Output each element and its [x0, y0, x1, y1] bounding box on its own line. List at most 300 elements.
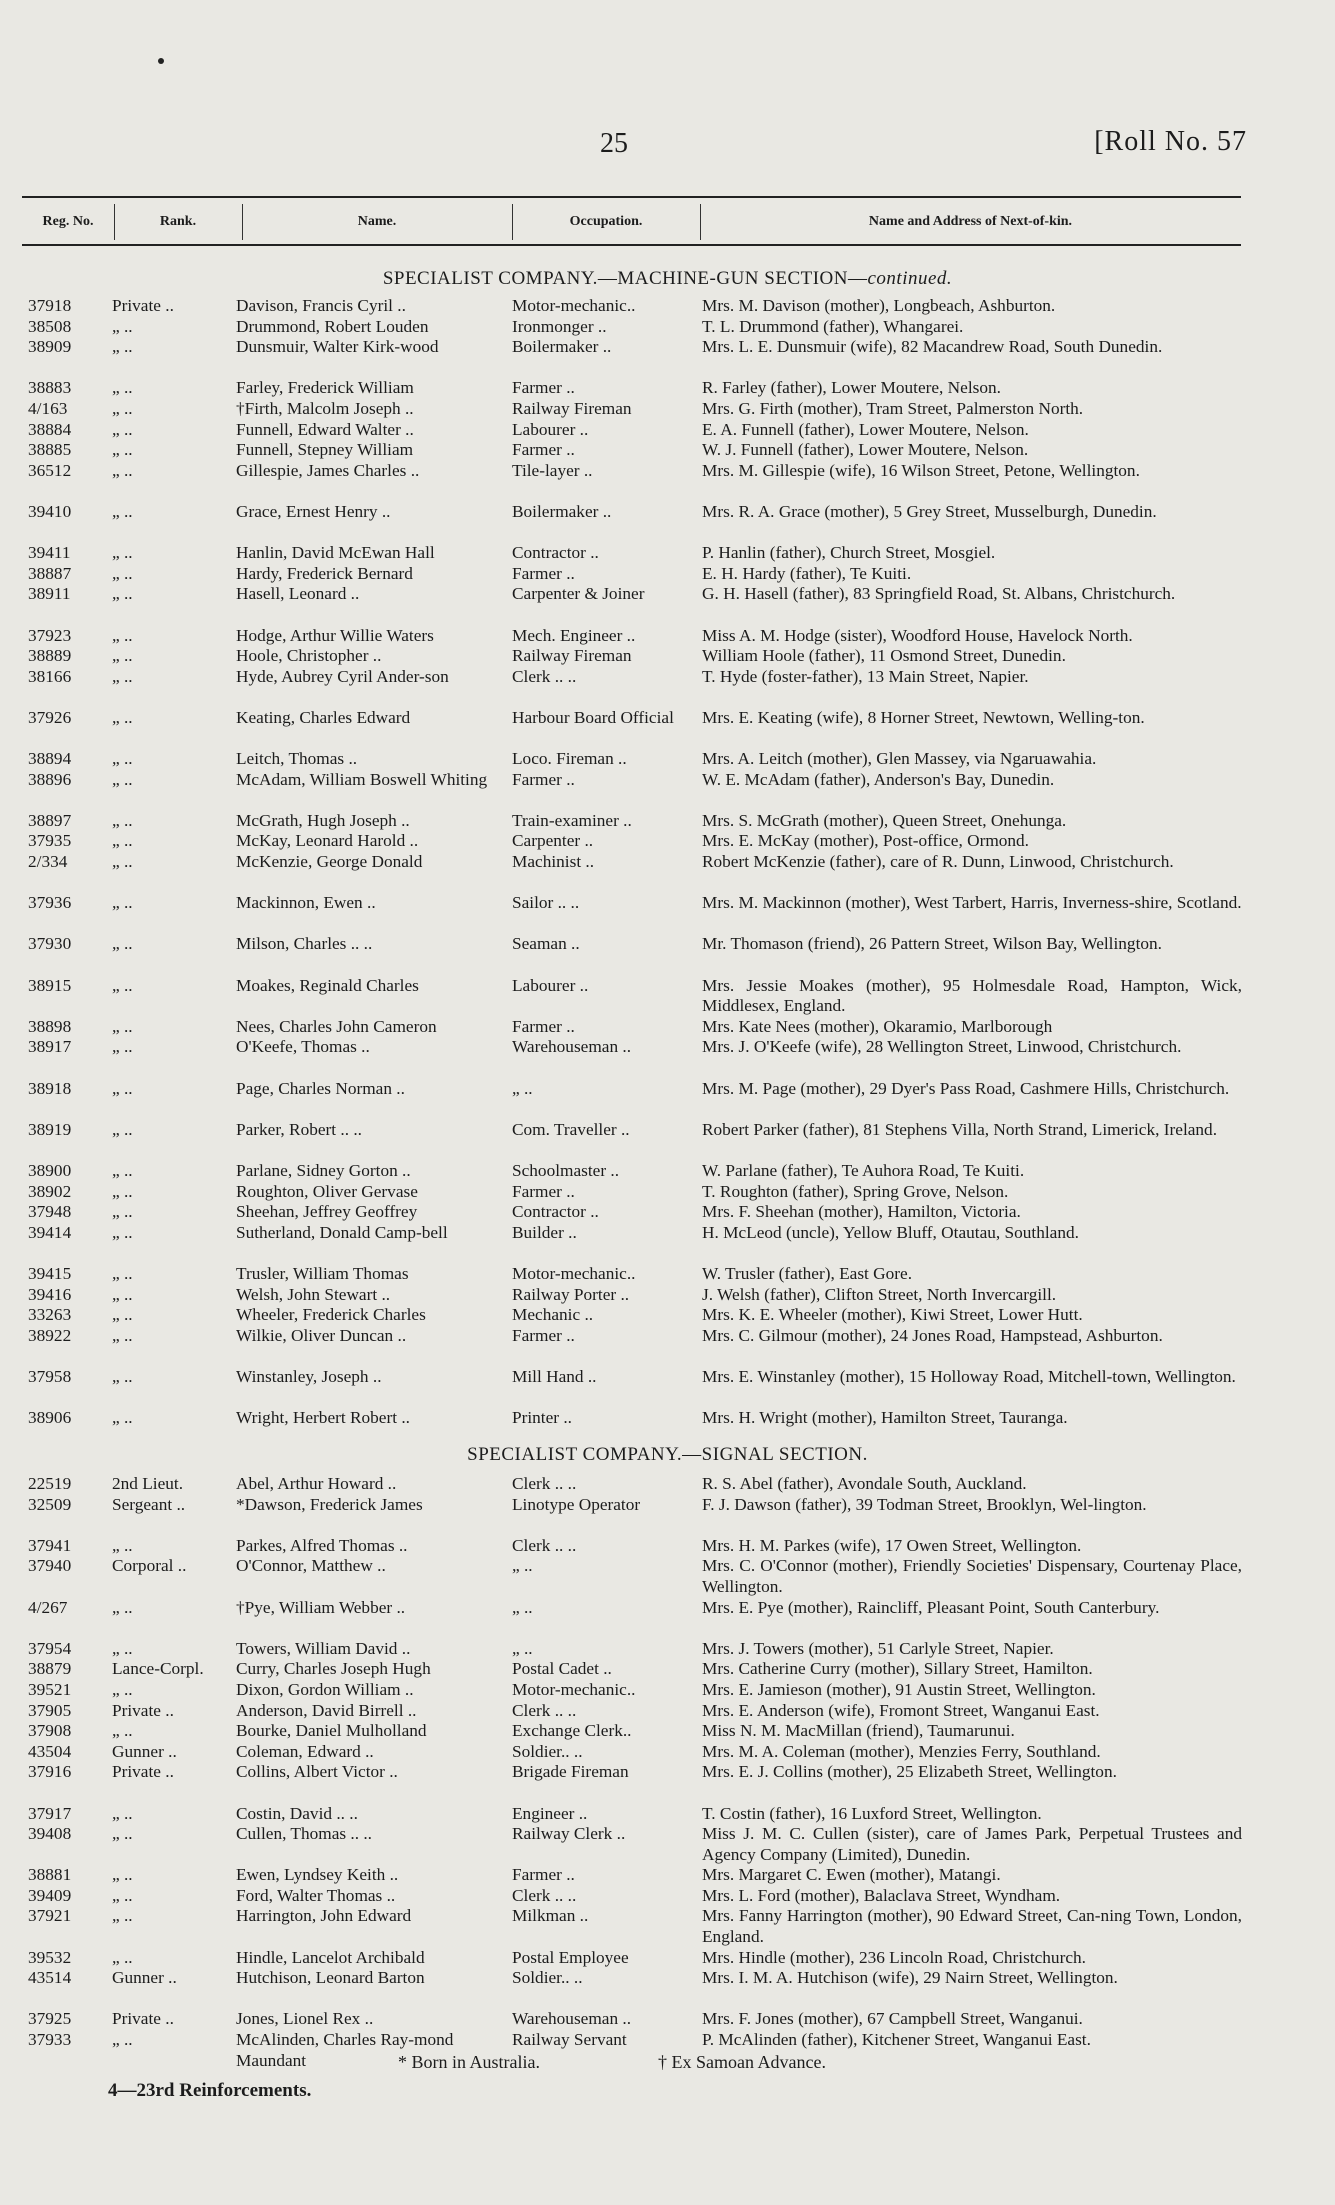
- rank: „ ..: [112, 1366, 133, 1386]
- rank: „ ..: [112, 1885, 133, 1905]
- next-of-kin: E. A. Funnell (father), Lower Moutere, Nelson.: [702, 419, 1029, 439]
- rank: Sergeant ..: [112, 1494, 186, 1514]
- roll-entry: [0, 1804, 1335, 1825]
- reg-number: 39415: [28, 1263, 72, 1283]
- roll-entry: [0, 1202, 1335, 1223]
- rank: „ ..: [112, 1284, 133, 1304]
- occupation: Schoolmaster ..: [512, 1160, 620, 1180]
- rank: „ ..: [112, 1305, 133, 1325]
- rank: „ ..: [112, 1325, 133, 1345]
- occupation: Railway Fireman: [512, 646, 632, 666]
- occupation: Railway Clerk ..: [512, 1824, 626, 1844]
- roll-entry: [0, 770, 1335, 811]
- next-of-kin: Mrs. K. E. Wheeler (mother), Kiwi Street, Lower Hutt.: [702, 1305, 1083, 1325]
- occupation: Motor-mechanic..: [512, 1263, 636, 1283]
- next-of-kin: Mrs. E. J. Collins (mother), 25 Elizabeth Street, Wellington.: [702, 1762, 1117, 1782]
- occupation: Warehouseman ..: [512, 1037, 632, 1057]
- rank: „ ..: [112, 584, 133, 604]
- reg-number: 43514: [28, 1968, 72, 1988]
- reg-number: 33263: [28, 1305, 72, 1325]
- occupation: Sailor .. ..: [512, 893, 580, 913]
- rank: „ ..: [112, 1638, 133, 1658]
- reg-number: 38885: [28, 440, 72, 460]
- occupation: Postal Cadet ..: [512, 1659, 612, 1679]
- occupation: Seaman ..: [512, 934, 580, 954]
- occupation: Milkman ..: [512, 1906, 589, 1926]
- occupation: Farmer ..: [512, 1325, 575, 1345]
- reg-number: 37916: [28, 1762, 72, 1782]
- roll-entry: [0, 440, 1335, 461]
- rank: „ ..: [112, 1947, 133, 1967]
- reg-number: 2/334: [28, 852, 68, 872]
- reg-number: 39414: [28, 1222, 72, 1242]
- rank: „ ..: [112, 749, 133, 769]
- occupation: Engineer ..: [512, 1803, 588, 1823]
- soldier-name: Page, Charles Norman ..: [236, 1078, 405, 1098]
- roll-entry: [0, 1079, 1335, 1120]
- roll-entry: [0, 1701, 1335, 1722]
- occupation: „ ..: [512, 1556, 533, 1576]
- occupation: Carpenter ..: [512, 831, 594, 851]
- next-of-kin: Mrs. Fanny Harrington (mother), 90 Edward Street, Can-ning Town, London, England.: [702, 1906, 1242, 1947]
- next-of-kin: R. S. Abel (father), Avondale South, Auckland.: [702, 1474, 1027, 1493]
- next-of-kin: E. H. Hardy (father), Te Kuiti.: [702, 563, 912, 583]
- next-of-kin: R. Farley (father), Lower Moutere, Nelson.: [702, 378, 1001, 398]
- occupation: Farmer ..: [512, 1181, 575, 1201]
- roll-entry: [0, 976, 1335, 1017]
- reg-number: 37948: [28, 1202, 72, 1222]
- occupation: Clerk .. ..: [512, 1700, 577, 1720]
- soldier-name: Welsh, John Stewart ..: [236, 1284, 391, 1304]
- machine-gun-roll: [0, 296, 1335, 1429]
- next-of-kin: T. L. Drummond (father), Whangarei.: [702, 316, 964, 336]
- occupation: Carpenter & Joiner: [512, 584, 645, 604]
- occupation: Ironmonger ..: [512, 316, 607, 336]
- soldier-name: Bourke, Daniel Mulholland: [236, 1721, 427, 1741]
- next-of-kin: F. J. Dawson (father), 39 Todman Street, Brooklyn, Wel-lington.: [702, 1494, 1147, 1514]
- reg-number: 38879: [28, 1659, 72, 1679]
- rank: Private ..: [112, 1762, 174, 1782]
- roll-entry: [0, 1285, 1335, 1306]
- next-of-kin: Mrs. M. Davison (mother), Longbeach, Ashburton.: [702, 296, 1056, 315]
- reg-number: 38919: [28, 1119, 72, 1139]
- next-of-kin: Mrs. G. Firth (mother), Tram Street, Palmerston North.: [702, 398, 1084, 418]
- soldier-name: Hasell, Leonard ..: [236, 584, 360, 604]
- reg-number: 37941: [28, 1535, 72, 1555]
- section-title-machine-gun: [0, 268, 1335, 290]
- reg-number: 38884: [28, 419, 72, 439]
- occupation: Exchange Clerk..: [512, 1721, 632, 1741]
- next-of-kin: Mrs. R. A. Grace (mother), 5 Grey Street, Musselburgh, Dunedin.: [702, 501, 1157, 521]
- occupation: Clerk .. ..: [512, 1474, 577, 1493]
- roll-entry: [0, 646, 1335, 667]
- occupation: Linotype Operator: [512, 1494, 641, 1514]
- soldier-name: Moakes, Reginald Charles: [236, 975, 419, 995]
- soldier-name: Ford, Walter Thomas ..: [236, 1885, 396, 1905]
- soldier-name: Sheehan, Jeffrey Geoffrey: [236, 1202, 418, 1222]
- rank: „ ..: [112, 707, 133, 727]
- rank: „ ..: [112, 1679, 133, 1699]
- reg-number: 4/163: [28, 398, 68, 418]
- rank: 2nd Lieut.: [112, 1474, 184, 1493]
- soldier-name: O'Connor, Matthew ..: [236, 1556, 386, 1576]
- rank: Gunner ..: [112, 1741, 177, 1761]
- rank: „ ..: [112, 440, 133, 460]
- occupation: Farmer ..: [512, 1865, 575, 1885]
- occupation: Postal Employee: [512, 1947, 629, 1967]
- occupation: Farmer ..: [512, 378, 575, 398]
- rank: „ ..: [112, 1906, 133, 1926]
- next-of-kin: Mr. Thomason (friend), 26 Pattern Street, Wilson Bay, Wellington.: [702, 934, 1162, 954]
- roll-entry: [0, 1721, 1335, 1742]
- soldier-name: Cullen, Thomas .. ..: [236, 1824, 373, 1844]
- next-of-kin: Miss N. M. MacMillan (friend), Taumarunui.: [702, 1721, 1015, 1741]
- next-of-kin: Mrs. F. Sheehan (mother), Hamilton, Victoria.: [702, 1202, 1021, 1222]
- reg-number: 4/267: [28, 1597, 68, 1617]
- next-of-kin: Mrs. M. Page (mother), 29 Dyer's Pass Road, Cashmere Hills, Christchurch.: [702, 1078, 1230, 1098]
- soldier-name: Hodge, Arthur Willie Waters: [236, 625, 434, 645]
- soldier-name: McAlinden, Charles Ray-mond Maundant: [236, 2030, 454, 2070]
- reg-number: 38915: [28, 975, 72, 995]
- occupation: Soldier.. ..: [512, 1741, 583, 1761]
- rank: „ ..: [112, 543, 133, 563]
- next-of-kin: Robert Parker (father), 81 Stephens Villa, North Strand, Limerick, Ireland.: [702, 1119, 1218, 1139]
- reg-number: 37908: [28, 1721, 72, 1741]
- next-of-kin: Mrs. H. M. Parkes (wife), 17 Owen Street, Wellington.: [702, 1535, 1082, 1555]
- reg-number: 37936: [28, 893, 72, 913]
- rank: „ ..: [112, 1078, 133, 1098]
- col-header-name: Name.: [242, 204, 513, 240]
- section-title-continued: continued.: [867, 268, 953, 289]
- occupation: Mechanic ..: [512, 1305, 594, 1325]
- occupation: Railway Porter ..: [512, 1284, 630, 1304]
- next-of-kin: T. Roughton (father), Spring Grove, Nelson.: [702, 1181, 1009, 1201]
- occupation: Labourer ..: [512, 975, 589, 995]
- reg-number: 39409: [28, 1885, 72, 1905]
- soldier-name: Costin, David .. ..: [236, 1803, 358, 1823]
- reg-number: 37925: [28, 2009, 72, 2029]
- soldier-name: †Pye, William Webber ..: [236, 1597, 406, 1617]
- soldier-name: Hoole, Christopher ..: [236, 646, 382, 666]
- next-of-kin: Robert McKenzie (father), care of R. Dunn, Linwood, Christchurch.: [702, 852, 1174, 872]
- col-header-reg: Reg. No.: [22, 204, 115, 240]
- reg-number: 38918: [28, 1078, 72, 1098]
- roll-entry: [0, 708, 1335, 749]
- roll-entry: [0, 1824, 1335, 1865]
- soldier-name: Grace, Ernest Henry ..: [236, 501, 391, 521]
- rank: „ ..: [112, 1037, 133, 1057]
- next-of-kin: Mrs. M. Gillespie (wife), 16 Wilson Street, Petone, Wellington.: [702, 460, 1140, 480]
- next-of-kin: Mrs. M. Mackinnon (mother), West Tarbert, Harris, Inverness-shire, Scotland.: [702, 893, 1242, 913]
- soldier-name: Wheeler, Frederick Charles: [236, 1305, 426, 1325]
- occupation: Railway Servant: [512, 2030, 627, 2050]
- occupation: Printer ..: [512, 1408, 572, 1428]
- reg-number: 39521: [28, 1679, 72, 1699]
- soldier-name: *Dawson, Frederick James: [236, 1494, 423, 1514]
- soldier-name: O'Keefe, Thomas ..: [236, 1037, 370, 1057]
- soldier-name: Funnell, Stepney William: [236, 440, 414, 460]
- soldier-name: Sutherland, Donald Camp-bell: [236, 1222, 448, 1242]
- rank: „ ..: [112, 934, 133, 954]
- section-title-signal: SPECIALIST COMPANY.—SIGNAL SECTION.: [467, 1444, 868, 1465]
- next-of-kin: W. J. Funnell (father), Lower Moutere, Nelson.: [702, 440, 1029, 460]
- next-of-kin: W. Parlane (father), Te Auhora Road, Te Kuiti.: [702, 1160, 1025, 1180]
- roll-entry: [0, 1680, 1335, 1701]
- soldier-name: Jones, Lionel Rex ..: [236, 2009, 374, 2029]
- reg-number: 39416: [28, 1284, 72, 1304]
- next-of-kin: T. Hyde (foster-father), 13 Main Street, Napier.: [702, 666, 1029, 686]
- next-of-kin: Mrs. F. Jones (mother), 67 Campbell Street, Wanganui.: [702, 2009, 1083, 2029]
- roll-entry: [0, 1536, 1335, 1557]
- occupation: Motor-mechanic..: [512, 296, 636, 315]
- next-of-kin: Mrs. I. M. A. Hutchison (wife), 29 Nairn Street, Wellington.: [702, 1968, 1118, 1988]
- roll-entry: [0, 852, 1335, 893]
- rank: Corporal ..: [112, 1556, 187, 1576]
- reg-number: 38898: [28, 1016, 72, 1036]
- header-bottom-rule: [22, 244, 1241, 246]
- occupation: Loco. Fireman ..: [512, 749, 627, 769]
- signal-roll: [0, 1474, 1335, 2071]
- rank: „ ..: [112, 1865, 133, 1885]
- reg-number: 36512: [28, 460, 72, 480]
- rank: „ ..: [112, 337, 133, 357]
- next-of-kin: Mrs. L. Ford (mother), Balaclava Street, Wyndham.: [702, 1885, 1061, 1905]
- rank: „ ..: [112, 666, 133, 686]
- occupation: Brigade Fireman: [512, 1762, 629, 1782]
- reg-number: 37933: [28, 2030, 72, 2050]
- roll-entry: [0, 1120, 1335, 1161]
- soldier-name: Anderson, David Birrell ..: [236, 1700, 417, 1720]
- rank: „ ..: [112, 316, 133, 336]
- roll-entry: [0, 1762, 1335, 1803]
- soldier-name: Harrington, John Edward: [236, 1906, 412, 1926]
- rank: „ ..: [112, 1597, 133, 1617]
- roll-entry: [0, 1264, 1335, 1285]
- reg-number: 38881: [28, 1865, 72, 1885]
- rank: „ ..: [112, 1016, 133, 1036]
- occupation: Boilermaker ..: [512, 501, 612, 521]
- soldier-name: Hanlin, David McEwan Hall: [236, 543, 435, 563]
- next-of-kin: T. Costin (father), 16 Luxford Street, Wellington.: [702, 1803, 1042, 1823]
- soldier-name: Davison, Francis Cyril ..: [236, 296, 406, 315]
- ink-dot: [158, 58, 164, 64]
- roll-entry: [0, 1742, 1335, 1763]
- rank: „ ..: [112, 646, 133, 666]
- rank: „ ..: [112, 1824, 133, 1844]
- soldier-name: Abel, Arthur Howard ..: [236, 1474, 397, 1493]
- rank: „ ..: [112, 378, 133, 398]
- next-of-kin: Mrs. Catherine Curry (mother), Sillary Street, Hamilton.: [702, 1659, 1093, 1679]
- occupation: Contractor ..: [512, 543, 599, 563]
- soldier-name: Hindle, Lancelot Archibald: [236, 1947, 425, 1967]
- col-header-rank: Rank.: [114, 204, 243, 240]
- roll-entry: [0, 378, 1335, 399]
- rank: „ ..: [112, 810, 133, 830]
- roll-entry: [0, 543, 1335, 564]
- reg-number: 38909: [28, 337, 72, 357]
- roll-entry: [0, 1886, 1335, 1907]
- occupation: Soldier.. ..: [512, 1968, 583, 1988]
- soldier-name: Wright, Herbert Robert ..: [236, 1408, 410, 1428]
- reg-number: 37958: [28, 1366, 72, 1386]
- rank: Lance-Corpl.: [112, 1659, 204, 1679]
- rank: „ ..: [112, 1119, 133, 1139]
- next-of-kin: Mrs. E. Pye (mother), Raincliff, Pleasant Point, South Canterbury.: [702, 1597, 1160, 1617]
- soldier-name: McGrath, Hugh Joseph ..: [236, 810, 410, 830]
- next-of-kin: Mrs. J. O'Keefe (wife), 28 Wellington Street, Linwood, Christchurch.: [702, 1037, 1182, 1057]
- next-of-kin: Mrs. S. McGrath (mother), Queen Street, Onehunga.: [702, 810, 1067, 830]
- soldier-name: Keating, Charles Edward: [236, 707, 411, 727]
- reg-number: 37918: [28, 296, 72, 315]
- reg-number: 37923: [28, 625, 72, 645]
- reg-number: 38897: [28, 810, 72, 830]
- rank: Private ..: [112, 296, 174, 315]
- occupation: Mech. Engineer ..: [512, 625, 636, 645]
- next-of-kin: Mrs. Kate Nees (mother), Okaramio, Marlborough: [702, 1016, 1053, 1036]
- col-header-kin: Name and Address of Next-of-kin.: [868, 214, 1073, 229]
- reg-number: 37940: [28, 1556, 72, 1576]
- occupation: Farmer ..: [512, 769, 575, 789]
- next-of-kin: Mrs. Hindle (mother), 236 Lincoln Road, Christchurch.: [702, 1947, 1086, 1967]
- reg-number: 32509: [28, 1494, 72, 1514]
- reg-number: 37954: [28, 1638, 72, 1658]
- next-of-kin: Mrs. E. Jamieson (mother), 91 Austin Street, Wellington.: [702, 1679, 1096, 1699]
- roll-entry: [0, 1182, 1335, 1203]
- roll-entry: [0, 831, 1335, 852]
- reg-number: 38911: [28, 584, 71, 604]
- next-of-kin: W. Trusler (father), East Gore.: [702, 1263, 913, 1283]
- rank: „ ..: [112, 1222, 133, 1242]
- reg-number: 37917: [28, 1803, 72, 1823]
- soldier-name: Hutchison, Leonard Barton: [236, 1968, 425, 1988]
- next-of-kin: Mrs. H. Wright (mother), Hamilton Street, Tauranga.: [702, 1408, 1068, 1428]
- reg-number: 38887: [28, 563, 72, 583]
- rank: „ ..: [112, 893, 133, 913]
- occupation: Farmer ..: [512, 563, 575, 583]
- next-of-kin: Mrs. A. Leitch (mother), Glen Massey, via Ngaruawahia.: [702, 749, 1097, 769]
- next-of-kin: J. Welsh (father), Clifton Street, North Invercargill.: [702, 1284, 1057, 1304]
- next-of-kin: P. Hanlin (father), Church Street, Mosgiel.: [702, 543, 996, 563]
- next-of-kin: William Hoole (father), 11 Osmond Street, Dunedin.: [702, 646, 1066, 666]
- roll-entry: [0, 1037, 1335, 1078]
- soldier-name: Farley, Frederick William: [236, 378, 414, 398]
- roll-entry: [0, 337, 1335, 378]
- reg-number: 38902: [28, 1181, 72, 1201]
- reg-number: 39411: [28, 543, 71, 563]
- roll-entry: [0, 1598, 1335, 1639]
- reg-number: 39408: [28, 1824, 72, 1844]
- roll-entry: [0, 564, 1335, 585]
- roll-entry: [0, 1639, 1335, 1660]
- occupation: Labourer ..: [512, 419, 589, 439]
- next-of-kin: Miss A. M. Hodge (sister), Woodford House, Havelock North.: [702, 625, 1133, 645]
- occupation: „ ..: [512, 1638, 533, 1658]
- soldier-name: Winstanley, Joseph ..: [236, 1366, 382, 1386]
- roll-entry: [0, 1408, 1335, 1429]
- roll-entry: [0, 1161, 1335, 1182]
- roll-entry: [0, 934, 1335, 975]
- reg-number: 43504: [28, 1741, 72, 1761]
- occupation: Mill Hand ..: [512, 1366, 597, 1386]
- soldier-name: Drummond, Robert Louden: [236, 316, 429, 336]
- footnote-born-australia: * Born in Australia.: [398, 2052, 540, 2072]
- rank: „ ..: [112, 1181, 133, 1201]
- next-of-kin: Mrs. Margaret C. Ewen (mother), Matangi.: [702, 1865, 1001, 1885]
- next-of-kin: Mrs. E. McKay (mother), Post-office, Ormond.: [702, 831, 1030, 851]
- soldier-name: Towers, William David ..: [236, 1638, 411, 1658]
- soldier-name: Parkes, Alfred Thomas ..: [236, 1535, 408, 1555]
- roll-label: [Roll No. 57: [1094, 126, 1247, 157]
- reg-number: 38900: [28, 1160, 72, 1180]
- occupation: Contractor ..: [512, 1202, 599, 1222]
- next-of-kin: Mrs. Jessie Moakes (mother), 95 Holmesdale Road, Hampton, Wick, Middlesex, England.: [702, 975, 1242, 1016]
- roll-entry: [0, 667, 1335, 708]
- soldier-name: McKenzie, George Donald: [236, 852, 423, 872]
- occupation: Train-examiner ..: [512, 810, 632, 830]
- reg-number: 38906: [28, 1408, 72, 1428]
- rank: „ ..: [112, 625, 133, 645]
- roll-entry: [0, 1968, 1335, 2009]
- reg-number: 38508: [28, 316, 72, 336]
- reg-number: 37921: [28, 1906, 72, 1926]
- rank: Gunner ..: [112, 1968, 177, 1988]
- occupation: Farmer ..: [512, 440, 575, 460]
- roll-entry: [0, 296, 1335, 317]
- next-of-kin: Mrs. E. Keating (wife), 8 Horner Street, Newtown, Welling-ton.: [702, 707, 1145, 727]
- footnote-samoan-advance: † Ex Samoan Advance.: [658, 2052, 826, 2072]
- soldier-name: Curry, Charles Joseph Hugh: [236, 1659, 431, 1679]
- next-of-kin: Mrs. E. Winstanley (mother), 15 Holloway Road, Mitchell-town, Wellington.: [702, 1366, 1236, 1386]
- roll-entry: [0, 749, 1335, 770]
- reg-number: 38917: [28, 1037, 72, 1057]
- page-number: 25: [600, 128, 628, 159]
- roll-entry: [0, 1948, 1335, 1969]
- next-of-kin: Mrs. E. Anderson (wife), Fromont Street, Wanganui East.: [702, 1700, 1100, 1720]
- rank: „ ..: [112, 1160, 133, 1180]
- reg-number: 38166: [28, 666, 72, 686]
- reg-number: 39410: [28, 501, 72, 521]
- rank: „ ..: [112, 1535, 133, 1555]
- roll-entry: [0, 399, 1335, 420]
- col-header-occupation: Occupation.: [512, 204, 701, 240]
- next-of-kin: H. McLeod (uncle), Yellow Bluff, Otautau, Southland.: [702, 1222, 1079, 1242]
- rank: „ ..: [112, 419, 133, 439]
- roll-entry: [0, 893, 1335, 934]
- roll-entry: [0, 1865, 1335, 1886]
- rank: Private ..: [112, 2009, 174, 2029]
- occupation: Clerk .. ..: [512, 1885, 577, 1905]
- occupation: Motor-mechanic..: [512, 1679, 636, 1699]
- soldier-name: Dunsmuir, Walter Kirk-wood: [236, 337, 439, 357]
- occupation: Boilermaker ..: [512, 337, 612, 357]
- reg-number: 22519: [28, 1474, 72, 1493]
- rank: „ ..: [112, 975, 133, 995]
- reg-number: 38922: [28, 1325, 72, 1345]
- occupation: Clerk .. ..: [512, 666, 577, 686]
- occupation: Clerk .. ..: [512, 1535, 577, 1555]
- rank: „ ..: [112, 1263, 133, 1283]
- rank: „ ..: [112, 460, 133, 480]
- soldier-name: Gillespie, James Charles ..: [236, 460, 420, 480]
- rank: „ ..: [112, 1803, 133, 1823]
- soldier-name: Funnell, Edward Walter ..: [236, 419, 414, 439]
- occupation: Builder ..: [512, 1222, 577, 1242]
- roll-entry: [0, 317, 1335, 338]
- soldier-name: Collins, Albert Victor ..: [236, 1762, 398, 1782]
- roll-entry: [0, 1906, 1335, 1947]
- soldier-name: Parlane, Sidney Gorton ..: [236, 1160, 411, 1180]
- roll-entry: [0, 420, 1335, 441]
